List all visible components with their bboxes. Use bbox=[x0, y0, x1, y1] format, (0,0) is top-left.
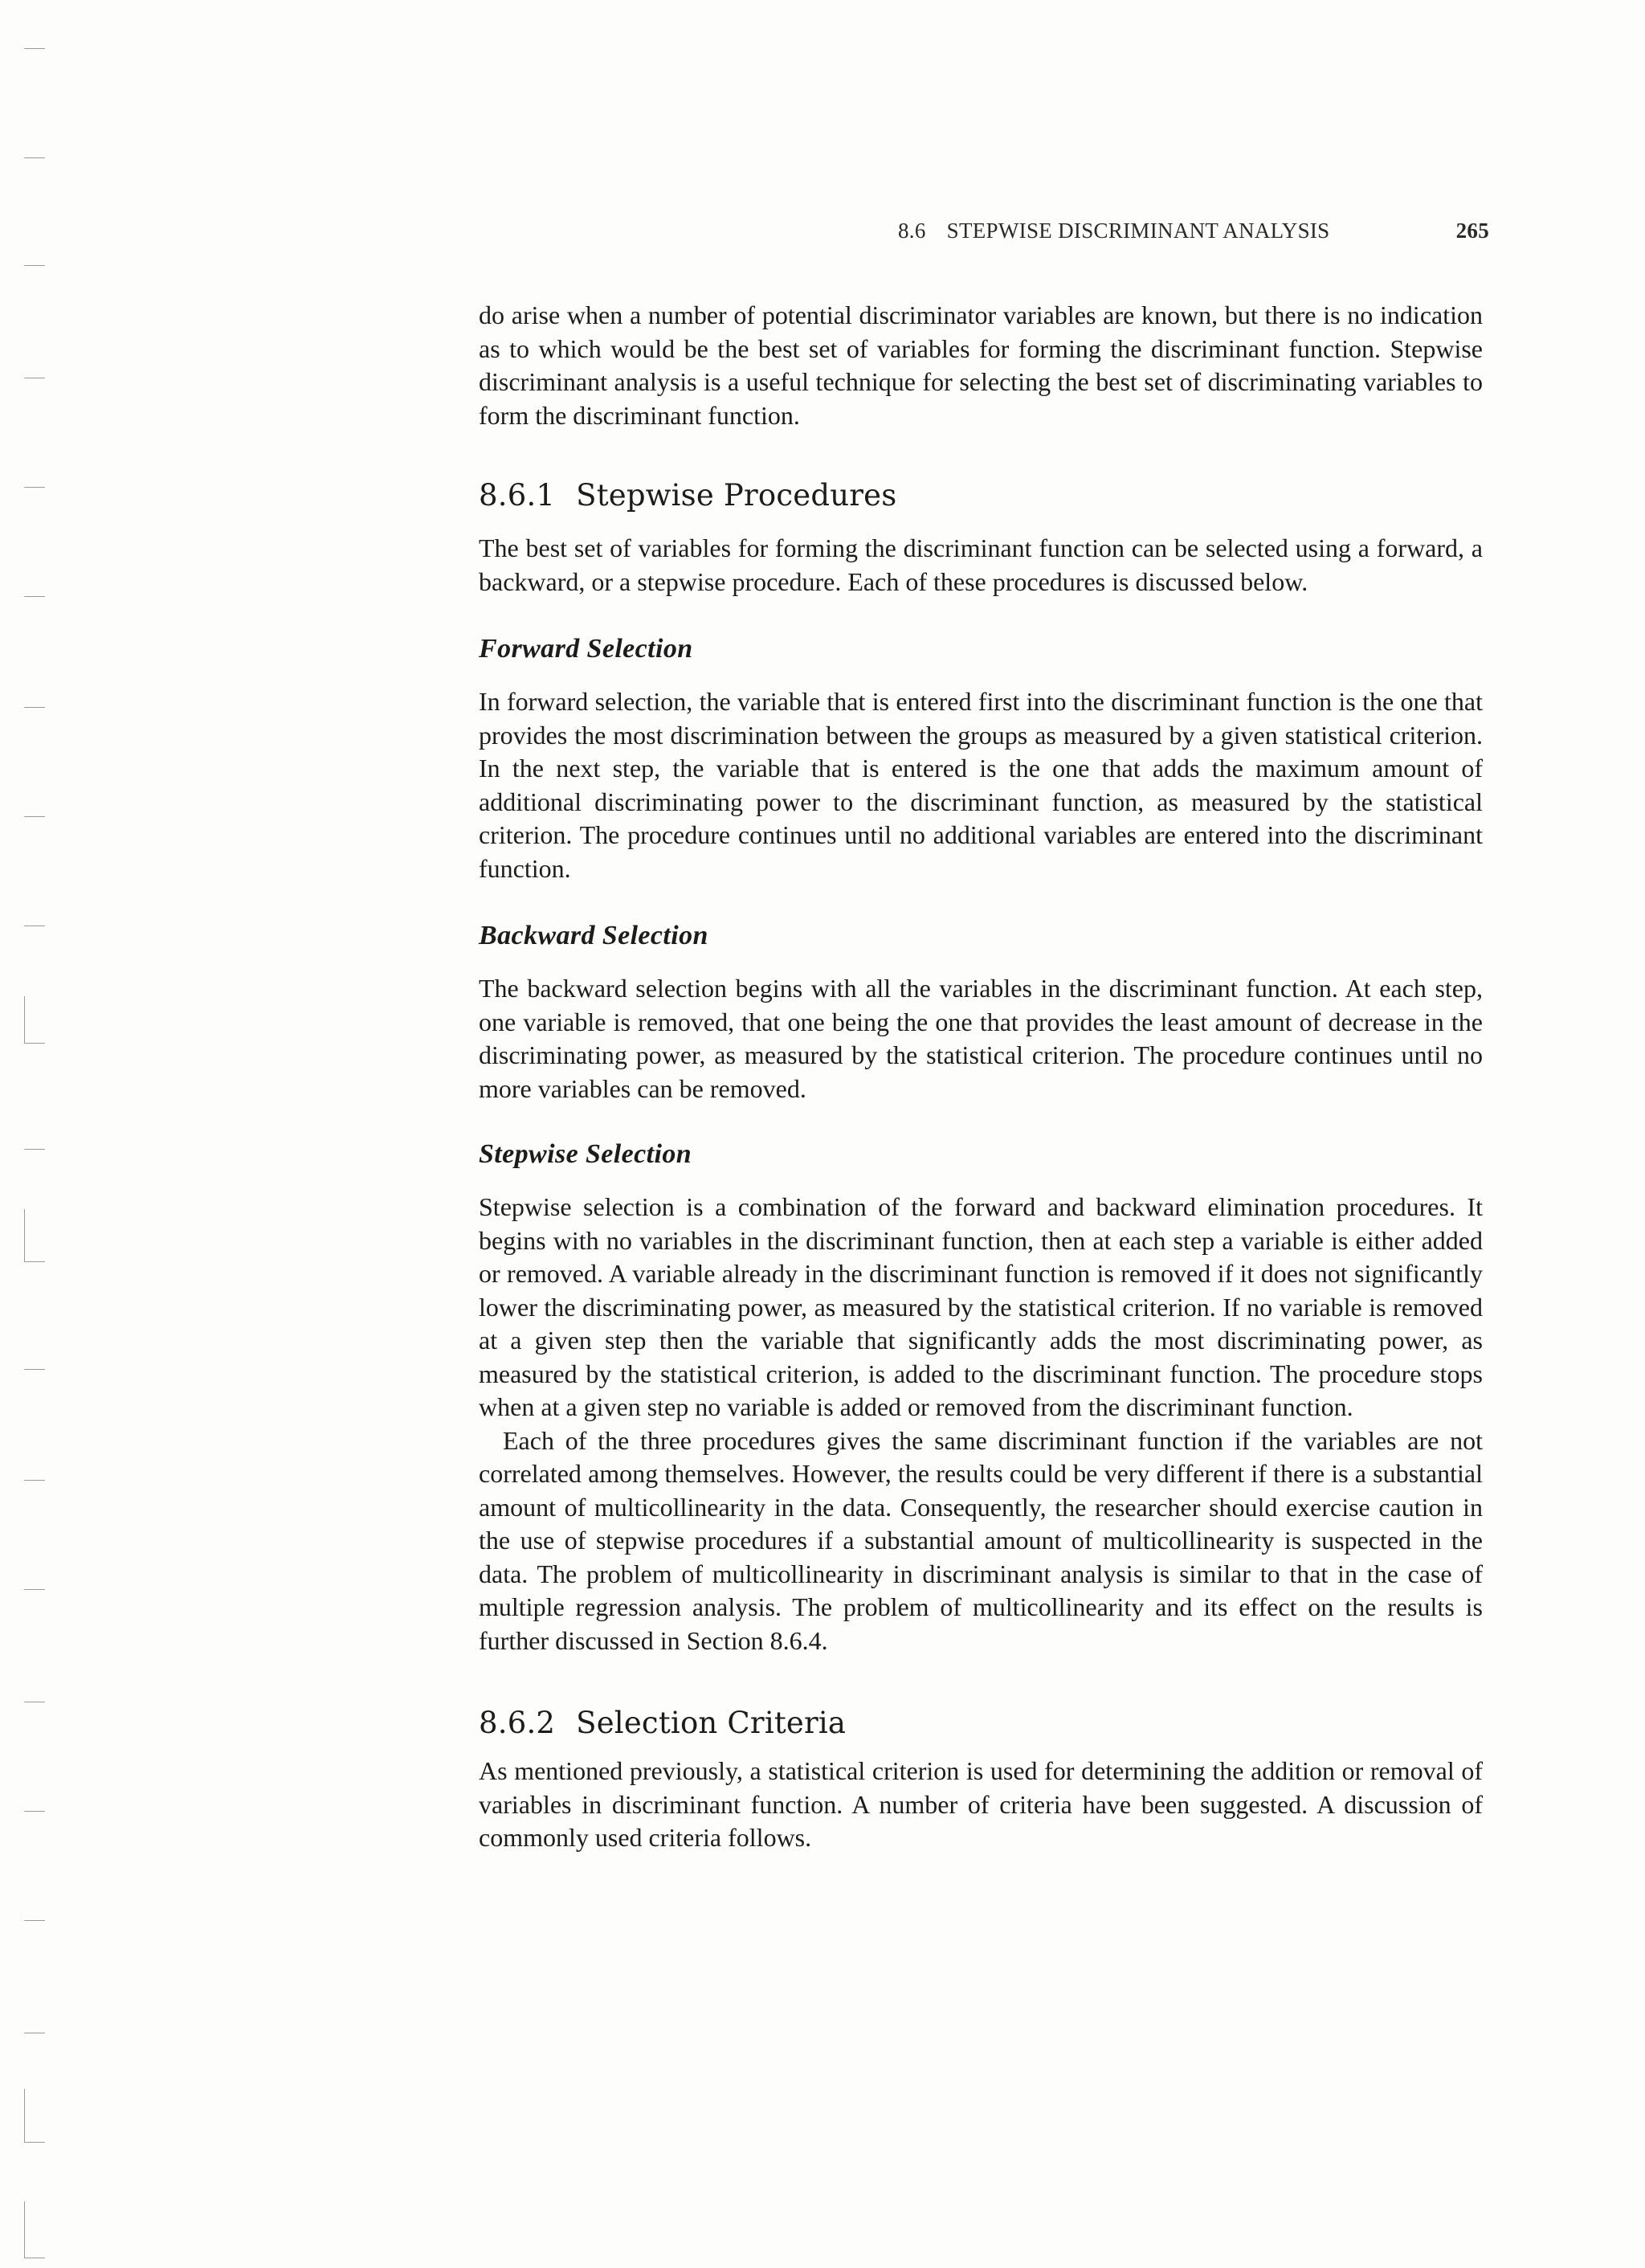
multicollinearity-paragraph: Each of the three procedures gives the same discriminant function if the variables are not correlated among themselves. However, the results could be very different if there is a substantial amount of multicollinearity in the data. Consequently, the researcher should exercise caution in the use of stepwise procedures if a substantial amount of multicollinearity is suspected in the data. The problem of multicollinearity in discriminant analysis is similar to that in the case of multiple regression analysis. The problem of multicollinearity and its effect on the results is further discussed in Section 8.6.4. bbox=[479, 1425, 1483, 1655]
selection-criteria-paragraph: As mentioned previously, a statistical criterion is used for determining the addition or removal of variables in discriminant function. A number of criteria have been suggested. A discussion of commonly used criteria follows. bbox=[479, 1756, 1483, 1852]
intro-paragraph: do arise when a number of potential discriminator variables are known, but there is no indication as to which would be the best set of variables for forming the discriminant function. Stepwise discriminant analysis is a useful technique for selecting the best set of discriminating variables to form the discriminant function. bbox=[479, 300, 1483, 430]
backward-selection-paragraph: The backward selection begins with all the variables in the discriminant function. At each step, one variable is removed, that one being the one that provides the least amount of decrease in the discriminating power, as measured by the statistical criterion. The procedure continues until no more variables can be removed. bbox=[479, 974, 1483, 1103]
binding-edge bbox=[0, 0, 48, 2268]
backward-selection-heading: Backward Selection bbox=[479, 921, 708, 950]
section-title: Stepwise Procedures bbox=[576, 478, 897, 513]
section-number: 8.6.2 bbox=[479, 1706, 556, 1740]
running-head-section-number: 8.6 bbox=[898, 219, 926, 243]
section-number: 8.6.1 bbox=[479, 478, 556, 513]
stepwise-procedures-paragraph: The best set of variables for forming the discriminant function can be selected using a forward, a backward, or a stepwise procedure. Each of these procedures is discussed below. bbox=[479, 533, 1483, 596]
page-number: 265 bbox=[1455, 219, 1489, 243]
section-heading-862 bbox=[479, 1706, 1483, 1740]
page-body bbox=[479, 299, 1483, 1855]
stepwise-selection-heading: Stepwise Selection bbox=[479, 1139, 692, 1169]
section-heading-861 bbox=[479, 478, 1483, 513]
running-head-title: STEPWISE DISCRIMINANT ANALYSIS bbox=[946, 219, 1330, 243]
forward-selection-paragraph: In forward selection, the variable that is entered first into the discriminant function is the one that provides the most discrimination between the groups as measured by a given statistical criterion. In the next step, the variable that is entered is the one that adds the maximum amount of additional discriminating power to the discriminant function, as measured by the statistical criterion. The procedure continues until no additional variables are entered into the discriminant function. bbox=[479, 687, 1483, 883]
section-title: Selection Criteria bbox=[576, 1706, 847, 1740]
running-head bbox=[898, 219, 1489, 243]
stepwise-selection-paragraph: Stepwise selection is a combination of the forward and backward elimination procedures. It begins with no variables in the discriminant function, then at each step a variable is either added or removed. A variable already in the discriminant function is removed if it does not significantly lower the discriminating power, as measured by the statistical criterion. If no variable is removed at a given step then the variable that significantly adds the most discriminating power, as measured by the statistical criterion, is added to the discriminant function. The procedure stops when at a given step no variable is added or removed from the discriminant function. bbox=[479, 1192, 1483, 1421]
forward-selection-heading: Forward Selection bbox=[479, 634, 693, 664]
